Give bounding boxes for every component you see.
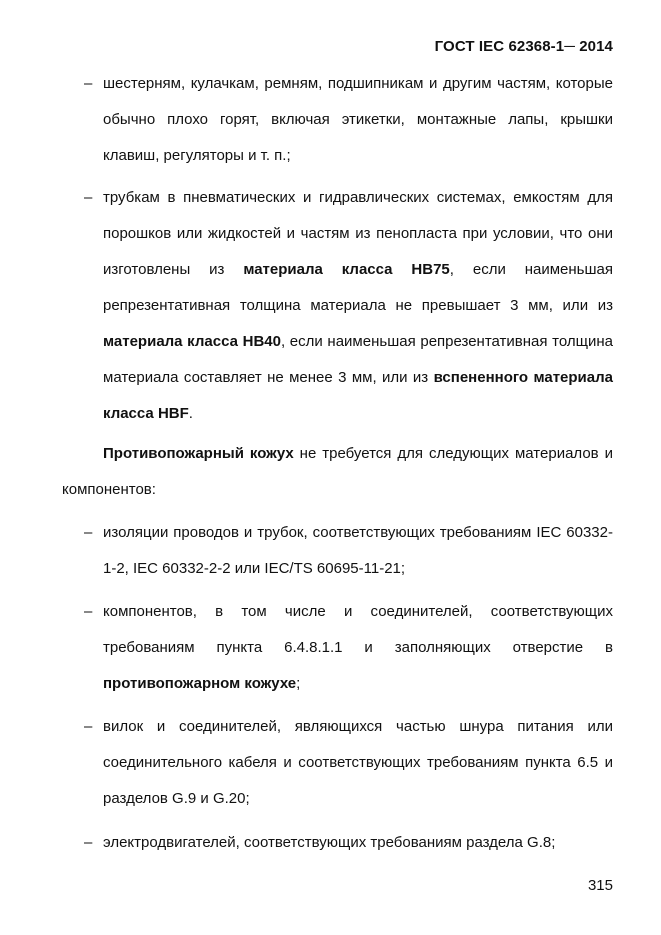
- list-item: [84, 66, 613, 174]
- list-dash: –: [84, 603, 93, 620]
- list-dash: –: [84, 524, 93, 541]
- list-dash: –: [84, 189, 93, 206]
- list-item: [84, 180, 613, 432]
- paragraph-text: не требуется для следующих материалов и компонентов:: [62, 445, 613, 498]
- item-text: ;: [296, 675, 301, 692]
- bold-term: материала класса HB75: [243, 261, 450, 278]
- item-text: .: [188, 405, 193, 422]
- list-item: [84, 709, 613, 817]
- bold-term: вспененного материала класса HBF: [103, 369, 613, 422]
- list-item: [84, 594, 613, 702]
- item-text: компонентов, в том числе и соединителей, соответствующих требованиям пункта 6.4.8.1.1 и заполняющих отверстие в: [103, 603, 613, 656]
- list-item: [84, 515, 613, 587]
- item-text: изоляции проводов и трубок, соответствующих требованиям IEC 60332-1-2, IEC 60332-2-2 или IEC/TS 60695-11-21;: [103, 524, 613, 577]
- page-number: 315: [587, 877, 613, 894]
- list-item: [84, 825, 613, 861]
- item-text: шестерням, кулачкам, ремням, подшипникам и другим частям, которые обычно плохо горят, включая этикетки, монтажные лапы, крышки клавиш, регуляторы и т. п.;: [103, 75, 613, 164]
- bold-term: Противопожарный кожух: [103, 445, 294, 462]
- item-text: , если наименьшая репрезентативная толщина материала не превышает 3 мм, или из: [103, 261, 613, 314]
- list-dash: –: [84, 75, 93, 92]
- document-header: ГОСТ IEC 62368-1─ 2014: [434, 38, 613, 55]
- item-text: трубкам в пневматических и гидравлических системах, емкостям для порошков или жидкостей и частям из пенопласта при условии, что они изготовлены из: [103, 189, 613, 278]
- bold-term: противопожарном кожухе: [103, 675, 297, 692]
- item-text: вилок и соединителей, являющихся частью шнура питания или соединительного кабеля и соответствующих требованиям пункта 6.5 и разделов G.9 и G.20;: [103, 718, 613, 807]
- item-text: электродвигателей, соответствующих требованиям раздела G.8;: [103, 834, 556, 851]
- body-paragraph: [62, 436, 613, 508]
- list-dash: –: [84, 718, 93, 735]
- bold-term: материала класса HB40: [103, 333, 281, 350]
- list-dash: –: [84, 834, 93, 851]
- item-text: , если наименьшая репрезентативная толщина материала составляет не менее 3 мм, или из: [103, 333, 613, 386]
